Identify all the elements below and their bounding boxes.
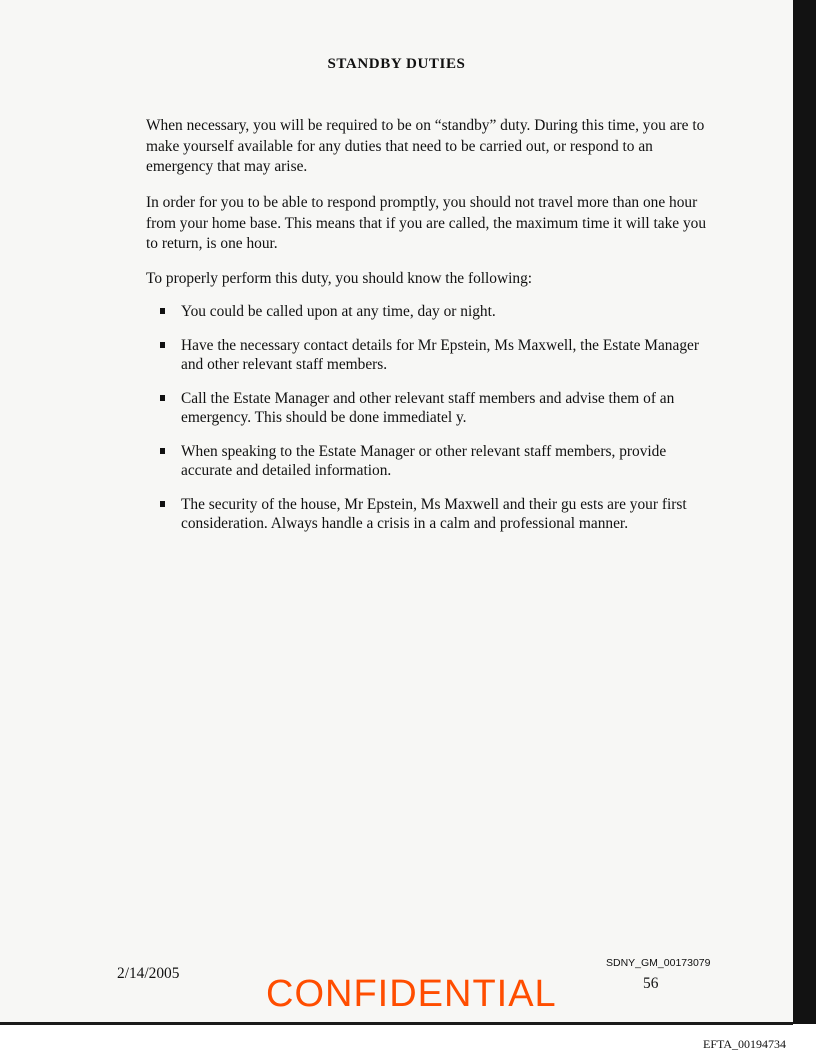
page-number: 56 (643, 975, 659, 992)
list-item: Have the necessary contact details for Mr Epstein, Ms Maxwell, the Estate Manager and other relevant staff members. (160, 336, 720, 375)
document-id: EFTA_00194734 (703, 1037, 787, 1051)
page-title: STANDBY DUTIES (327, 56, 466, 72)
list-item: The security of the house, Mr Epstein, Ms Maxwell and their gu ests are your first consideration. Always handle a crisis in a calm and professional manner. (160, 495, 720, 534)
scan-edge-right (793, 0, 816, 1024)
paragraph-standby-intro: When necessary, you will be required to be on “standby” duty. During this time, you are to make yourself available for any duties that need to be carried out, or respond to an emergency that may arise. (146, 117, 705, 175)
confidential-stamp: CONFIDENTIAL (266, 973, 557, 1015)
list-item: When speaking to the Estate Manager or other relevant staff members, provide accurate and detailed information. (160, 442, 720, 481)
list-item: You could be called upon at any time, day or night. (160, 302, 720, 322)
bates-number: SDNY_GM_00173079 (606, 957, 711, 969)
paragraph-list-intro: To properly perform this duty, you should know the following: (146, 270, 533, 287)
list-item: Call the Estate Manager and other relevant staff members and advise them of an emergency. This should be done immediatel y. (160, 389, 720, 428)
scan-edge-bottom (0, 1022, 793, 1025)
paragraph-travel-limit: In order for you to be able to respond promptly, you should not travel more than one hour from your home base. This means that if you are called, the maximum time it will take you to return, is one hour. (146, 194, 707, 252)
duties-list (160, 302, 720, 548)
footer-date: 2/14/2005 (117, 965, 180, 982)
